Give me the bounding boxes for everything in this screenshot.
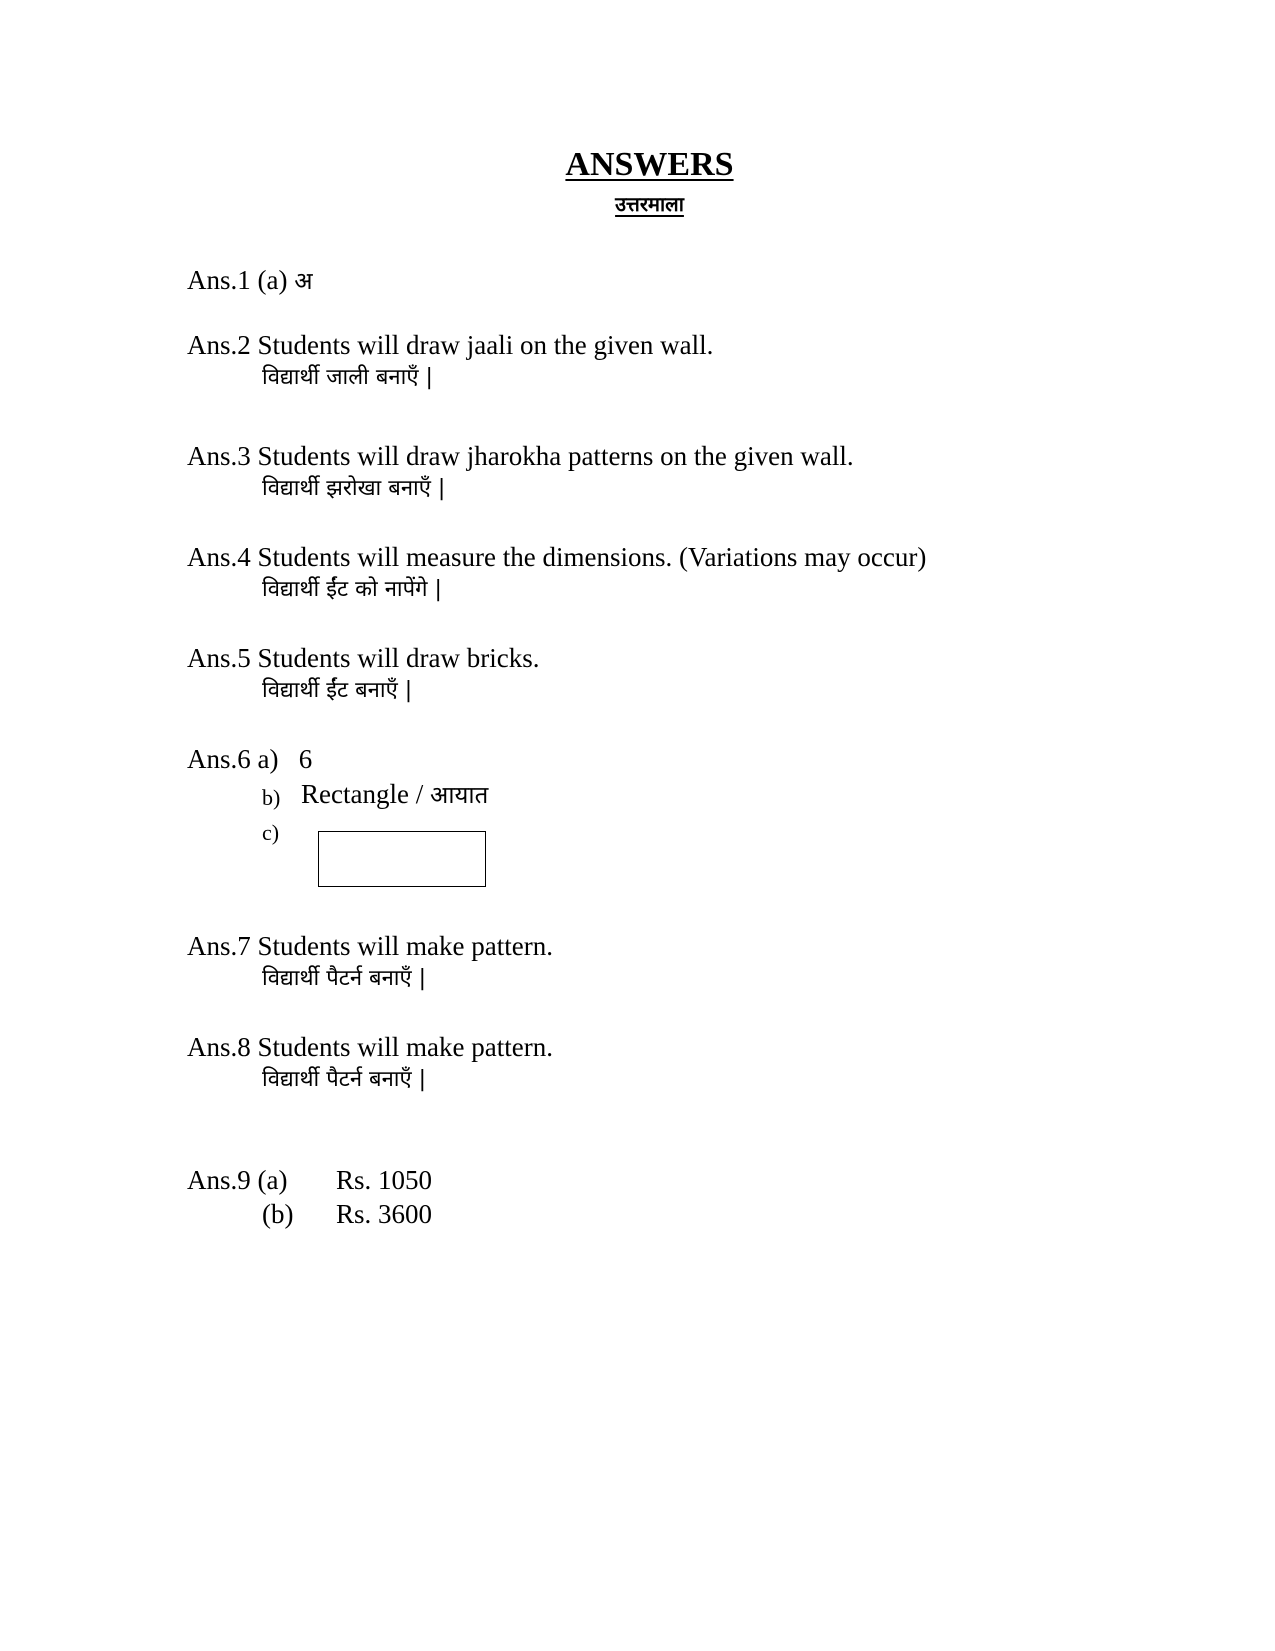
answer-6a-value: 6	[298, 744, 313, 774]
answer-6a	[187, 743, 312, 775]
answer-2-english: Ans.2 Students will draw jaali on the given wall.	[187, 330, 714, 360]
answer-9b-value: Rs. 3600	[336, 1199, 433, 1229]
rectangle-shape	[318, 831, 486, 887]
answer-6b-label: b)	[262, 785, 281, 810]
answer-7-hindi: विद्यार्थी पैटर्न बनाएँ |	[262, 966, 427, 991]
answer-8-english: Ans.8 Students will make pattern.	[187, 1032, 553, 1062]
answer-6b-english: Rectangle /	[301, 779, 430, 809]
answer-7-english: Ans.7 Students will make pattern.	[187, 931, 553, 961]
answer-4-hindi: विद्यार्थी ईंट को नापेंगे |	[262, 577, 442, 602]
page-subtitle-hindi: उत्तरमाला	[615, 192, 684, 216]
answer-6b-hindi: आयात	[429, 781, 489, 809]
answer-8-hindi: विद्यार्थी पैटर्न बनाएँ |	[262, 1067, 427, 1092]
answer-6c-label: c)	[262, 820, 280, 845]
answer-3-hindi: विद्यार्थी झरोखा बनाएँ |	[262, 476, 446, 501]
answer-6a-label: Ans.6 a)	[187, 744, 279, 774]
page-title: ANSWERS	[565, 146, 734, 183]
answer-9b-label: (b)	[262, 1199, 294, 1229]
answer-3-english: Ans.3 Students will draw jharokha patterns on the given wall.	[187, 441, 854, 471]
answer-6b-value	[301, 778, 488, 811]
answer-4-english: Ans.4 Students will measure the dimensions. (Variations may occur)	[187, 542, 927, 572]
answer-5-english: Ans.5 Students will draw bricks.	[187, 643, 540, 673]
answer-9a-label: Ans.9 (a)	[187, 1165, 288, 1195]
answer-1-label: Ans.1 (a)	[187, 265, 288, 295]
answer-5-hindi: विद्यार्थी ईंट बनाएँ |	[262, 678, 413, 703]
answer-1-value: अ	[294, 267, 313, 295]
answer-2-hindi: विद्यार्थी जाली बनाएँ |	[262, 365, 433, 390]
answer-1	[187, 264, 313, 297]
answer-9a-value: Rs. 1050	[336, 1165, 433, 1195]
